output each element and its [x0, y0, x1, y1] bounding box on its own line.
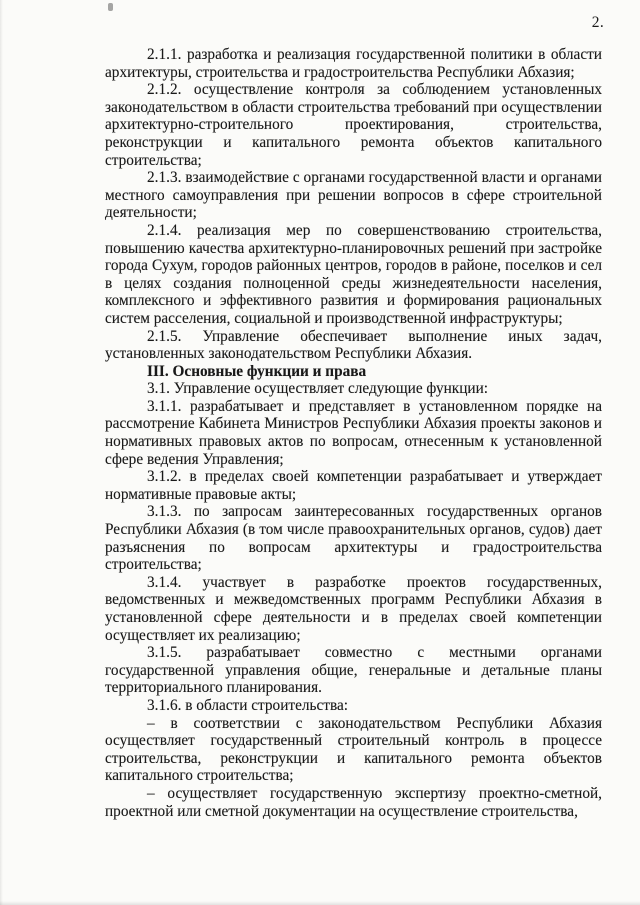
scan-edge-bottom	[0, 901, 640, 905]
paragraph-3-1-6: 3.1.6. в области строительства:	[147, 696, 349, 714]
paragraph-2-1-2: 2.1.2. осуществление контроля за соблюдением установленных законодательством в области строительства требований при осуществлении архитектурно-строительного проектирования, строительства, реконструкции и капитального ремонта объектов капитального строительства;	[105, 81, 602, 169]
paragraph-3-1-3: 3.1.3. по запросам заинтересованных государственных органов Республики Абхазия (в том числе правоохранительных органов, судов) дает разъяснения по вопросам архитектуры и градостроительства строительства;	[105, 503, 602, 574]
paragraph-3-1-5: 3.1.5. разрабатывает совместно с местными органами государственной управления общие, генеральные и детальные планы территориального планирования.	[105, 644, 602, 697]
paragraph-2-1-1: 2.1.1. разработка и реализация государственной политики в области архитектуры, строительства и градостроительства Республики Абхазия;	[105, 46, 602, 81]
paragraph-3-1: 3.1. Управление осуществляет следующие функции:	[147, 380, 489, 398]
section-heading: III. Основные функции и права	[147, 362, 367, 380]
paragraph-dash-state-expertise: – осуществляет государственную экспертизу проектно-сметной, проектной или сметной документации на осуществление строительства,	[105, 784, 602, 820]
document-body	[105, 46, 602, 820]
paragraph-2-1-4: 2.1.4. реализация мер по совершенствованию строительства, повышению качества архитектурно-планировочных решений при застройке города Сухум, городов районных центров, городов в районе, поселков и сел в целях создания полноценной среды жизнедеятельности населения, комплексного и эффективного развития и формирования рациональных систем расселения, социальной и производственной инфраструктуры;	[105, 221, 602, 327]
paragraph-3-1-4: 3.1.4. участвует в разработке проектов государственных, ведомственных и межведомственных программ Республики Абхазия в установленной сфере деятельности и в пределах своей компетенции осуществляет их реализацию;	[105, 573, 602, 644]
paragraph-2-1-5: 2.1.5. Управление обеспечивает выполнение иных задач, установленных законодательством Республики Абхазия.	[105, 327, 602, 363]
paragraph-3-1-1: 3.1.1. разрабатывает и представляет в установленном порядке на рассмотрение Кабинета Министров Республики Абхазия проекты законов и нормативных правовых актов по вопросам, отнесенным к установленной сфере ведения Управления;	[105, 397, 602, 468]
paragraph-dash-construction-control: – в соответствии с законодательством Республики Абхазия осуществляет государственный строительный контроль в процессе строительства, реконструкции и капитального ремонта объектов капитального строительства;	[105, 714, 602, 785]
paragraph-3-1-2: 3.1.2. в пределах своей компетенции разрабатывает и утверждает нормативные правовые акты;	[105, 468, 602, 503]
scan-speck	[108, 3, 113, 11]
paragraph-2-1-3: 2.1.3. взаимодействие с органами государственной власти и органами местного самоуправления при решении вопросов в сфере строительной деятельности;	[105, 169, 602, 222]
page-number: 2.	[591, 14, 604, 31]
scan-edge-left	[0, 0, 3, 905]
